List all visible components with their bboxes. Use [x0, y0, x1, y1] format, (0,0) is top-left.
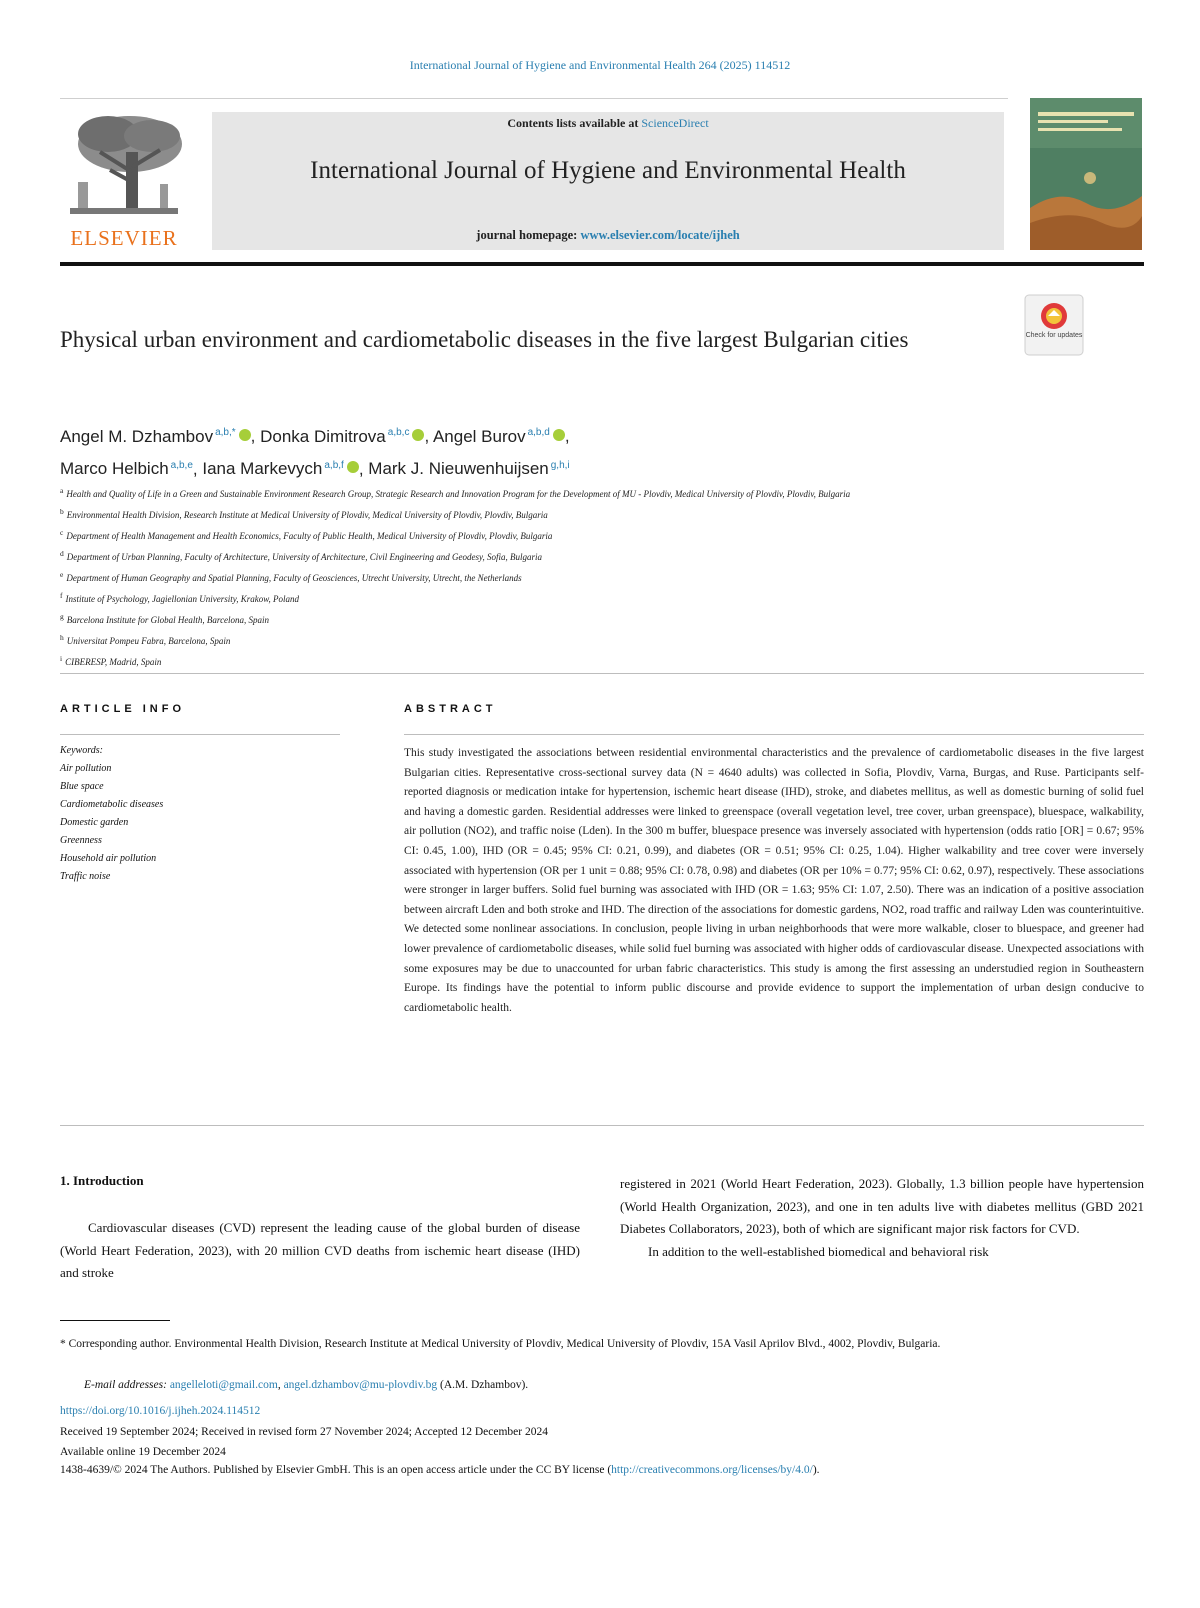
check-for-updates-button[interactable]	[1024, 294, 1084, 356]
email-suffix: (A.M. Dzhambov).	[437, 1379, 529, 1391]
author-helbich[interactable]	[60, 459, 193, 478]
affiliation-mark: i	[60, 654, 63, 663]
keyword-item: Blue space	[60, 781, 104, 792]
affiliation-item	[60, 566, 990, 587]
email-label: E-mail addresses:	[84, 1379, 170, 1391]
affiliation-mark: h	[60, 633, 64, 642]
author-name[interactable]: Donka Dimitrova	[260, 426, 386, 446]
author-dimitrova[interactable]	[260, 427, 424, 446]
orcid-icon[interactable]	[553, 429, 565, 441]
keyword-item: Household air pollution	[60, 853, 157, 864]
copyright-line	[60, 1464, 1150, 1476]
author-dzhambov[interactable]	[60, 427, 251, 446]
affiliation-item	[60, 587, 990, 608]
check-for-updates-label: Check for updates	[1025, 332, 1083, 339]
keyword-item: Air pollution	[60, 763, 112, 774]
introduction-left-column: Cardiovascular diseases (CVD) represent the leading cause of the global burden of disease (World Heart Federation, 2023), with 20 million CVD deaths from ischemic heart disease (IHD) and stroke	[60, 1220, 580, 1280]
corresponding-author-note: * Corresponding author. Environmental Health Division, Research Institute at Medical University of Plovdiv, Medical University of Plovdiv, 15A Vasil Aprilov Blvd., 4002, Plovdiv, Bulgaria.	[60, 1338, 941, 1350]
abstract-heading: ABSTRACT	[404, 703, 497, 715]
affiliation-mark: c	[60, 528, 64, 537]
received-dates: Received 19 September 2024; Received in revised form 27 November 2024; Accepted 12 December 2024	[60, 1426, 548, 1438]
journal-homepage-line	[212, 228, 1004, 243]
keyword-item: Traffic noise	[60, 871, 111, 882]
orcid-icon[interactable]	[347, 461, 359, 473]
author-affiliation-marks[interactable]: a,b,*	[215, 427, 236, 438]
introduction-right-column	[620, 1173, 1144, 1263]
license-link[interactable]: http://creativecommons.org/licenses/by/4.0/	[611, 1464, 813, 1476]
keyword-item: Cardiometabolic diseases	[60, 799, 164, 810]
affiliation-text: Department of Urban Planning, Faculty of Architecture, University of Architecture, Civil Engineering and Geodesy, Sofia, Bulgaria	[66, 552, 543, 562]
affiliation-text: Institute of Psychology, Jagiellonian University, Krakow, Poland	[65, 594, 300, 604]
sciencedirect-link[interactable]: ScienceDirect	[641, 116, 709, 130]
affiliation-item	[60, 608, 990, 629]
copyright-suffix: ).	[812, 1464, 820, 1476]
keywords-label: Keywords:	[60, 745, 103, 756]
elsevier-wordmark: ELSEVIER	[70, 226, 178, 250]
author-name[interactable]: Angel Burov	[432, 426, 526, 446]
homepage-prefix: journal homepage:	[476, 228, 581, 242]
author-affiliation-marks[interactable]: a,b,d	[527, 427, 550, 438]
affiliation-item	[60, 545, 990, 566]
email-addresses	[84, 1375, 1144, 1395]
abstract-text: This study investigated the associations between residential environmental characteristics and the prevalence of cardiometabolic diseases in the five largest Bulgarian cities. Representative cross-sectional survey data (N = 4640 adults) was collected in Sofia, Plovdiv, Varna, Burgas, and Ruse. Participants self-reported diagnosis or medication intake for hypertension, ischemic heart disease (IHD), stroke, and diabetes mellitus, as well as domestic burning of solid fuel and having a domestic garden. Residential addresses were linked to greenspace (overall vegetation level, tree cover, urban greenspace), bluespace, walkability, air pollution (NO2), and traffic noise (Lden). In the 300 m buffer, bluespace presence was inversely associated with hypertension (odds ratio [OR] = 0.67; 95% CI: 0.45, 1.00), IHD (OR = 0.45; 95% CI: 0.21, 0.99), and diabetes (OR = 0.51; 95% CI: 0.25, 1.04). Higher walkability and tree cover were inversely associated with hypertension (OR per 1 unit = 0.88; 95% CI: 0.78, 0.98) and diabetes (OR per 10% = 0.77; 95% CI: 0.62, 0.97), respectively. These associations were stronger in larger buffers. Solid fuel burning was associated with IHD (OR = 1.63; 95% CI: 1.07, 2.50). There was an indication of a positive association between aircraft Lden and both stroke and IHD. The direction of the associations for domestic gardens, NO2, road traffic and railway Lden was counterintuitive. We detected some nonlinear associations. In conclusion, people living in urban neighborhoods that were more walkable, closer to bluespace, and greener had lower prevalence of cardiometabolic diseases, while solid fuel burning was associated with higher odds of cardiovascular disease. Unexpected associations with some exposures may be due to unaccounted for urban fabric characteristics. This study is among the first assessing an understudied region in Southeastern Europe. Its findings have the potential to inform public discourse and provide evidence to support the implementation of urban design conducive to cardiometabolic health.	[404, 747, 1144, 1014]
introduction-paragraph: registered in 2021 (World Heart Federation, 2023). Globally, 1.3 billion people have hypertension (World Health Organization, 2023), and one in ten adults live with diabetes mellitus (GBD 2021 Diabetes Collaborators, 2023), both of which are significant major risk factors for CVD.	[620, 1176, 1144, 1236]
email-separator: ,	[277, 1379, 284, 1391]
email-link[interactable]: angelleloti@gmail.com	[169, 1379, 278, 1391]
author-name[interactable]: Mark J. Nieuwenhuijsen	[368, 459, 549, 479]
affiliation-item	[60, 524, 990, 545]
orcid-icon[interactable]	[412, 429, 424, 441]
copyright-text: 1438-4639/© 2024 The Authors. Published by Elsevier GmbH. This is an open access article under the CC BY license (	[60, 1464, 612, 1476]
elsevier-tree-icon	[60, 112, 188, 224]
affiliation-item	[60, 650, 990, 671]
contents-prefix: Contents lists available at	[507, 116, 642, 130]
section-divider	[60, 673, 1144, 674]
homepage-link[interactable]: www.elsevier.com/locate/ijheh	[580, 228, 740, 242]
article-info-heading: ARTICLE INFO	[60, 703, 185, 715]
author-list: Angel M. Dzhambov $^{a,b,*}$ , Donka Dimitrova $^{a,b,c}$ , Angel Burov $^{a,b,d}$ , Marco Helbich $^{a,b,e}$, Iana Markevych $^{a,b,f}$ , Mark J. Nieuwenhuijsen $^{g,h,i}$	[60, 426, 570, 479]
section-divider	[60, 1125, 1144, 1126]
article-info-divider	[60, 734, 340, 735]
contents-available-line	[212, 116, 1004, 131]
affiliation-mark: f	[60, 591, 63, 600]
affiliation-text: Barcelona Institute for Global Health, Barcelona, Spain	[66, 615, 270, 625]
affiliation-mark: e	[60, 570, 64, 579]
journal-cover-image	[1030, 98, 1142, 250]
paper-title: Physical urban environment and cardiometabolic diseases in the five largest Bulgarian cities	[60, 327, 909, 352]
author-nieuwenhuijsen[interactable]	[368, 459, 569, 478]
author-affiliation-marks[interactable]: g,h,i	[550, 459, 570, 471]
affiliation-item	[60, 503, 990, 524]
affiliation-mark: a	[60, 486, 64, 495]
affiliation-text: Department of Health Management and Health Economics, Faculty of Public Health, Medical University of Plovdiv, Plovdiv, Bulgaria	[66, 531, 553, 541]
abstract-divider	[404, 734, 1144, 735]
email-link[interactable]: angel.dzhambov@mu-plovdiv.bg	[283, 1379, 438, 1391]
orcid-icon[interactable]	[239, 429, 251, 441]
journal-cover-thumbnail[interactable]	[1030, 98, 1142, 250]
author-affiliation-marks[interactable]: a,b,f	[324, 459, 344, 471]
affiliation-text: Environmental Health Division, Research Institute at Medical University of Plovdiv, Medical University of Plovdiv, Plovdiv, Bulgaria	[66, 510, 548, 520]
journal-title: International Journal of Hygiene and Environmental Health	[310, 157, 906, 184]
affiliation-list	[60, 482, 990, 671]
author-markevych[interactable]	[202, 459, 358, 478]
author-affiliation-marks[interactable]: a,b,e	[170, 459, 193, 471]
introduction-heading: 1. Introduction	[60, 1173, 144, 1188]
affiliation-mark: g	[60, 612, 64, 621]
journal-citation[interactable]: International Journal of Hygiene and Environmental Health 264 (2025) 114512	[409, 58, 791, 72]
available-online-date: Available online 19 December 2024	[60, 1446, 226, 1458]
author-burov[interactable]	[433, 427, 565, 446]
header-thick-divider	[60, 262, 1144, 266]
affiliation-text: Department of Human Geography and Spatial Planning, Faculty of Geosciences, Utrecht University, Utrecht, the Netherlands	[66, 573, 522, 583]
header-divider	[60, 98, 1008, 99]
affiliation-text: Health and Quality of Life in a Green and Sustainable Environment Research Group, Strategic Research and Innovation Program for the Development of MU - Plovdiv, Medical University of Plovdiv, Plovdiv, Bulgaria	[66, 489, 851, 499]
affiliation-text: CIBERESP, Madrid, Spain	[65, 657, 162, 667]
author-name[interactable]: Marco Helbich	[60, 459, 169, 479]
keyword-item: Greenness	[60, 835, 102, 846]
introduction-paragraph: In addition to the well-established biomedical and behavioral risk	[648, 1243, 989, 1259]
check-for-updates-icon	[1024, 294, 1084, 356]
keyword-item: Domestic garden	[60, 817, 129, 828]
affiliation-item	[60, 482, 990, 503]
author-affiliation-marks[interactable]: a,b,c	[387, 427, 410, 438]
keywords-list	[60, 742, 340, 886]
affiliation-text: Universitat Pompeu Fabra, Barcelona, Spain	[66, 636, 231, 646]
author-name[interactable]: Iana Markevych	[202, 459, 323, 479]
affiliation-mark: b	[60, 507, 64, 516]
footnote-divider	[60, 1320, 170, 1321]
affiliation-item	[60, 629, 990, 650]
author-name[interactable]: Angel M. Dzhambov	[60, 426, 214, 446]
affiliation-mark: d	[60, 549, 64, 558]
doi-link[interactable]: https://doi.org/10.1016/j.ijheh.2024.114512	[60, 1405, 261, 1417]
